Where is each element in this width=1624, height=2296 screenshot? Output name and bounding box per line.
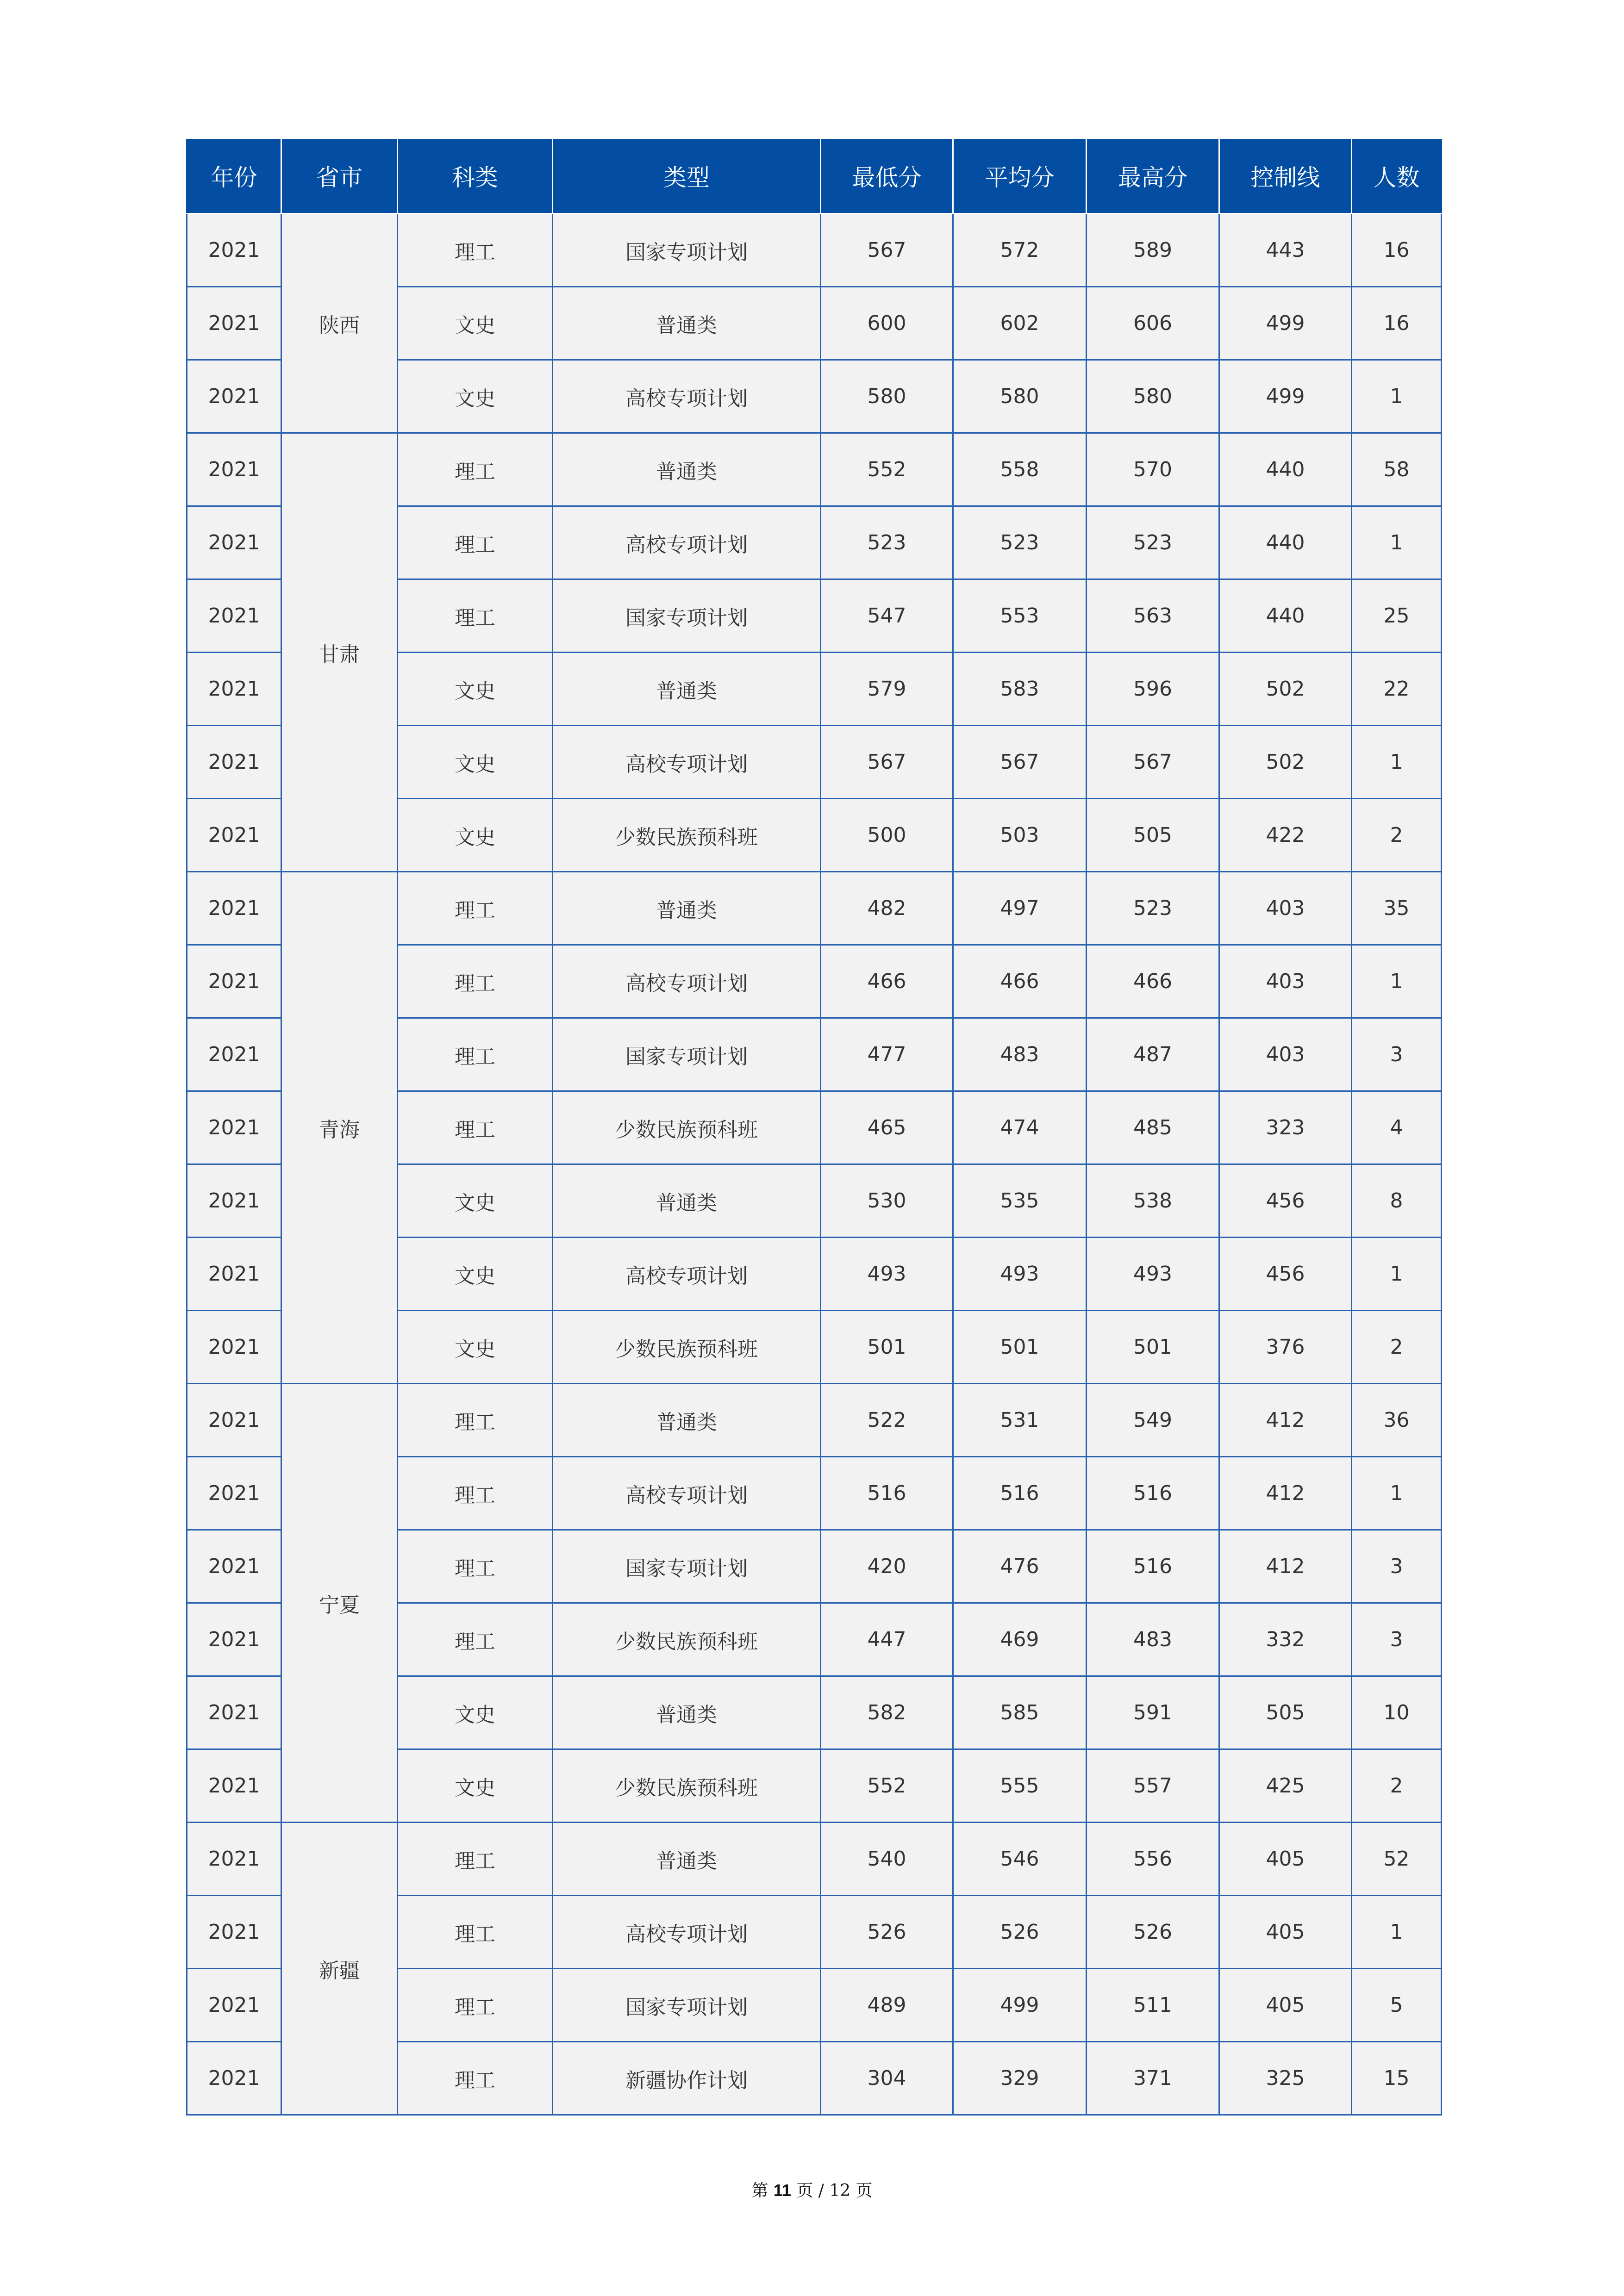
cell-max-score: 516 [1087, 1457, 1219, 1530]
cell-control-line: 412 [1219, 1530, 1352, 1603]
cell-max-score: 567 [1087, 726, 1219, 799]
cell-count: 58 [1352, 433, 1442, 506]
cell-avg-score: 558 [953, 433, 1087, 506]
cell-control-line: 405 [1219, 1969, 1352, 2042]
cell-max-score: 526 [1087, 1896, 1219, 1969]
cell-avg-score: 329 [953, 2042, 1087, 2115]
cell-type: 国家专项计划 [553, 214, 821, 287]
cell-subject: 文史 [398, 653, 553, 726]
cell-count: 2 [1352, 1749, 1442, 1823]
cell-province: 新疆 [281, 1823, 398, 2115]
cell-max-score: 371 [1087, 2042, 1219, 2115]
cell-type: 高校专项计划 [553, 1457, 821, 1530]
cell-avg-score: 572 [953, 214, 1087, 287]
cell-avg-score: 583 [953, 653, 1087, 726]
cell-subject: 理工 [398, 1603, 553, 1676]
cell-min-score: 567 [821, 726, 953, 799]
cell-min-score: 552 [821, 1749, 953, 1823]
cell-year: 2021 [187, 1384, 281, 1457]
cell-max-score: 591 [1087, 1676, 1219, 1749]
cell-max-score: 538 [1087, 1164, 1219, 1238]
cell-count: 4 [1352, 1091, 1442, 1164]
cell-control-line: 412 [1219, 1384, 1352, 1457]
header-max-score: 最高分 [1087, 139, 1219, 214]
cell-count: 1 [1352, 1896, 1442, 1969]
cell-subject: 理工 [398, 1823, 553, 1896]
cell-avg-score: 499 [953, 1969, 1087, 2042]
cell-max-score: 505 [1087, 799, 1219, 872]
cell-year: 2021 [187, 1823, 281, 1896]
cell-avg-score: 546 [953, 1823, 1087, 1896]
cell-subject: 文史 [398, 1749, 553, 1823]
cell-year: 2021 [187, 1749, 281, 1823]
cell-avg-score: 476 [953, 1530, 1087, 1603]
cell-type: 少数民族预科班 [553, 1603, 821, 1676]
cell-control-line: 403 [1219, 1018, 1352, 1091]
header-count: 人数 [1352, 139, 1442, 214]
cell-avg-score: 531 [953, 1384, 1087, 1457]
cell-min-score: 600 [821, 287, 953, 360]
cell-year: 2021 [187, 1969, 281, 2042]
cell-count: 35 [1352, 872, 1442, 945]
cell-max-score: 563 [1087, 579, 1219, 653]
cell-subject: 理工 [398, 2042, 553, 2115]
cell-type: 普通类 [553, 1384, 821, 1457]
cell-type: 普通类 [553, 433, 821, 506]
cell-subject: 理工 [398, 1384, 553, 1457]
cell-max-score: 493 [1087, 1238, 1219, 1311]
cell-province: 宁夏 [281, 1384, 398, 1823]
cell-count: 25 [1352, 579, 1442, 653]
cell-min-score: 547 [821, 579, 953, 653]
cell-subject: 理工 [398, 1969, 553, 2042]
cell-control-line: 499 [1219, 287, 1352, 360]
cell-subject: 文史 [398, 360, 553, 433]
cell-avg-score: 497 [953, 872, 1087, 945]
cell-year: 2021 [187, 1091, 281, 1164]
cell-type: 国家专项计划 [553, 579, 821, 653]
cell-subject: 理工 [398, 1896, 553, 1969]
cell-count: 15 [1352, 2042, 1442, 2115]
cell-subject: 理工 [398, 1018, 553, 1091]
cell-province: 陕西 [281, 214, 398, 433]
cell-avg-score: 474 [953, 1091, 1087, 1164]
cell-min-score: 447 [821, 1603, 953, 1676]
cell-min-score: 579 [821, 653, 953, 726]
cell-avg-score: 553 [953, 579, 1087, 653]
cell-province: 青海 [281, 872, 398, 1384]
cell-control-line: 325 [1219, 2042, 1352, 2115]
header-row [187, 139, 1442, 214]
cell-avg-score: 466 [953, 945, 1087, 1018]
total-pages: 12 [829, 2181, 851, 2200]
cell-avg-score: 493 [953, 1238, 1087, 1311]
cell-max-score: 466 [1087, 945, 1219, 1018]
cell-subject: 理工 [398, 945, 553, 1018]
cell-year: 2021 [187, 1238, 281, 1311]
cell-count: 1 [1352, 1238, 1442, 1311]
cell-year: 2021 [187, 214, 281, 287]
cell-subject: 文史 [398, 1164, 553, 1238]
cell-year: 2021 [187, 726, 281, 799]
cell-max-score: 483 [1087, 1603, 1219, 1676]
cell-subject: 文史 [398, 1238, 553, 1311]
cell-type: 高校专项计划 [553, 506, 821, 579]
cell-control-line: 440 [1219, 579, 1352, 653]
cell-min-score: 523 [821, 506, 953, 579]
cell-count: 2 [1352, 799, 1442, 872]
cell-control-line: 422 [1219, 799, 1352, 872]
cell-max-score: 570 [1087, 433, 1219, 506]
cell-avg-score: 580 [953, 360, 1087, 433]
cell-max-score: 596 [1087, 653, 1219, 726]
cell-province: 甘肃 [281, 433, 398, 872]
cell-min-score: 304 [821, 2042, 953, 2115]
cell-avg-score: 523 [953, 506, 1087, 579]
cell-subject: 文史 [398, 726, 553, 799]
cell-max-score: 580 [1087, 360, 1219, 433]
header-avg-score: 平均分 [953, 139, 1087, 214]
page-number [0, 2178, 1624, 2201]
cell-type: 高校专项计划 [553, 360, 821, 433]
cell-avg-score: 526 [953, 1896, 1087, 1969]
cell-subject: 理工 [398, 433, 553, 506]
cell-type: 普通类 [553, 653, 821, 726]
cell-control-line: 332 [1219, 1603, 1352, 1676]
cell-control-line: 502 [1219, 726, 1352, 799]
cell-control-line: 376 [1219, 1311, 1352, 1384]
cell-year: 2021 [187, 1676, 281, 1749]
cell-max-score: 523 [1087, 872, 1219, 945]
cell-min-score: 540 [821, 1823, 953, 1896]
cell-avg-score: 503 [953, 799, 1087, 872]
cell-count: 36 [1352, 1384, 1442, 1457]
header-control-line: 控制线 [1219, 139, 1352, 214]
cell-count: 10 [1352, 1676, 1442, 1749]
cell-type: 国家专项计划 [553, 1018, 821, 1091]
cell-max-score: 549 [1087, 1384, 1219, 1457]
page-prefix: 第 [751, 2181, 768, 2200]
cell-count: 1 [1352, 506, 1442, 579]
cell-type: 普通类 [553, 1164, 821, 1238]
cell-min-score: 582 [821, 1676, 953, 1749]
cell-avg-score: 483 [953, 1018, 1087, 1091]
cell-type: 少数民族预科班 [553, 1091, 821, 1164]
cell-count: 2 [1352, 1311, 1442, 1384]
cell-control-line: 440 [1219, 506, 1352, 579]
cell-min-score: 501 [821, 1311, 953, 1384]
cell-count: 8 [1352, 1164, 1442, 1238]
cell-year: 2021 [187, 653, 281, 726]
cell-max-score: 487 [1087, 1018, 1219, 1091]
cell-control-line: 405 [1219, 1896, 1352, 1969]
cell-max-score: 523 [1087, 506, 1219, 579]
cell-year: 2021 [187, 1896, 281, 1969]
cell-control-line: 502 [1219, 653, 1352, 726]
cell-control-line: 499 [1219, 360, 1352, 433]
cell-min-score: 530 [821, 1164, 953, 1238]
cell-min-score: 526 [821, 1896, 953, 1969]
cell-type: 高校专项计划 [553, 1896, 821, 1969]
header-subject: 科类 [398, 139, 553, 214]
cell-subject: 理工 [398, 214, 553, 287]
header-province: 省市 [281, 139, 398, 214]
cell-count: 1 [1352, 726, 1442, 799]
cell-min-score: 552 [821, 433, 953, 506]
cell-min-score: 489 [821, 1969, 953, 2042]
cell-control-line: 403 [1219, 945, 1352, 1018]
cell-count: 1 [1352, 360, 1442, 433]
cell-avg-score: 555 [953, 1749, 1087, 1823]
cell-type: 普通类 [553, 1676, 821, 1749]
table-row [187, 214, 1442, 287]
cell-avg-score: 567 [953, 726, 1087, 799]
cell-year: 2021 [187, 1018, 281, 1091]
cell-control-line: 456 [1219, 1164, 1352, 1238]
table-row [187, 872, 1442, 945]
cell-count: 22 [1352, 653, 1442, 726]
cell-max-score: 485 [1087, 1091, 1219, 1164]
cell-control-line: 505 [1219, 1676, 1352, 1749]
cell-type: 少数民族预科班 [553, 799, 821, 872]
cell-avg-score: 585 [953, 1676, 1087, 1749]
page-mid: 页 / [796, 2181, 824, 2200]
cell-subject: 理工 [398, 579, 553, 653]
cell-control-line: 323 [1219, 1091, 1352, 1164]
cell-control-line: 443 [1219, 214, 1352, 287]
cell-max-score: 511 [1087, 1969, 1219, 2042]
cell-control-line: 412 [1219, 1457, 1352, 1530]
cell-max-score: 516 [1087, 1530, 1219, 1603]
cell-subject: 理工 [398, 1457, 553, 1530]
cell-min-score: 500 [821, 799, 953, 872]
cell-min-score: 567 [821, 214, 953, 287]
table-row [187, 433, 1442, 506]
cell-year: 2021 [187, 945, 281, 1018]
cell-year: 2021 [187, 287, 281, 360]
cell-max-score: 501 [1087, 1311, 1219, 1384]
cell-min-score: 477 [821, 1018, 953, 1091]
cell-year: 2021 [187, 872, 281, 945]
cell-type: 少数民族预科班 [553, 1749, 821, 1823]
cell-avg-score: 469 [953, 1603, 1087, 1676]
cell-avg-score: 535 [953, 1164, 1087, 1238]
header-year: 年份 [187, 139, 281, 214]
cell-subject: 文史 [398, 287, 553, 360]
cell-avg-score: 516 [953, 1457, 1087, 1530]
cell-year: 2021 [187, 1530, 281, 1603]
cell-count: 1 [1352, 1457, 1442, 1530]
cell-count: 3 [1352, 1603, 1442, 1676]
cell-type: 普通类 [553, 1823, 821, 1896]
cell-year: 2021 [187, 1603, 281, 1676]
page-suffix: 页 [856, 2181, 873, 2200]
cell-subject: 理工 [398, 872, 553, 945]
cell-min-score: 522 [821, 1384, 953, 1457]
cell-control-line: 440 [1219, 433, 1352, 506]
cell-control-line: 456 [1219, 1238, 1352, 1311]
cell-count: 16 [1352, 214, 1442, 287]
header-min-score: 最低分 [821, 139, 953, 214]
cell-min-score: 420 [821, 1530, 953, 1603]
cell-year: 2021 [187, 579, 281, 653]
cell-subject: 文史 [398, 799, 553, 872]
cell-max-score: 589 [1087, 214, 1219, 287]
cell-min-score: 493 [821, 1238, 953, 1311]
cell-subject: 理工 [398, 1091, 553, 1164]
cell-type: 国家专项计划 [553, 1530, 821, 1603]
cell-type: 少数民族预科班 [553, 1311, 821, 1384]
table-row [187, 1823, 1442, 1896]
cell-type: 普通类 [553, 872, 821, 945]
cell-control-line: 403 [1219, 872, 1352, 945]
table-body [187, 214, 1442, 2115]
cell-control-line: 425 [1219, 1749, 1352, 1823]
cell-type: 高校专项计划 [553, 1238, 821, 1311]
cell-count: 1 [1352, 945, 1442, 1018]
cell-min-score: 465 [821, 1091, 953, 1164]
cell-count: 52 [1352, 1823, 1442, 1896]
current-page: 11 [773, 2181, 791, 2200]
cell-subject: 理工 [398, 1530, 553, 1603]
cell-min-score: 482 [821, 872, 953, 945]
cell-year: 2021 [187, 799, 281, 872]
cell-subject: 理工 [398, 506, 553, 579]
cell-type: 高校专项计划 [553, 726, 821, 799]
cell-min-score: 580 [821, 360, 953, 433]
admission-scores-table [186, 139, 1442, 2116]
cell-control-line: 405 [1219, 1823, 1352, 1896]
cell-min-score: 466 [821, 945, 953, 1018]
cell-max-score: 606 [1087, 287, 1219, 360]
cell-avg-score: 602 [953, 287, 1087, 360]
cell-year: 2021 [187, 506, 281, 579]
cell-min-score: 516 [821, 1457, 953, 1530]
cell-count: 5 [1352, 1969, 1442, 2042]
header-type: 类型 [553, 139, 821, 214]
cell-subject: 文史 [398, 1676, 553, 1749]
cell-year: 2021 [187, 433, 281, 506]
table-row [187, 1384, 1442, 1457]
cell-subject: 文史 [398, 1311, 553, 1384]
cell-type: 高校专项计划 [553, 945, 821, 1018]
cell-max-score: 557 [1087, 1749, 1219, 1823]
cell-year: 2021 [187, 1164, 281, 1238]
cell-type: 新疆协作计划 [553, 2042, 821, 2115]
cell-year: 2021 [187, 1457, 281, 1530]
cell-avg-score: 501 [953, 1311, 1087, 1384]
cell-year: 2021 [187, 2042, 281, 2115]
cell-type: 普通类 [553, 287, 821, 360]
cell-type: 国家专项计划 [553, 1969, 821, 2042]
table-header [187, 139, 1442, 214]
cell-max-score: 556 [1087, 1823, 1219, 1896]
cell-count: 16 [1352, 287, 1442, 360]
cell-count: 3 [1352, 1530, 1442, 1603]
cell-year: 2021 [187, 360, 281, 433]
cell-year: 2021 [187, 1311, 281, 1384]
cell-count: 3 [1352, 1018, 1442, 1091]
